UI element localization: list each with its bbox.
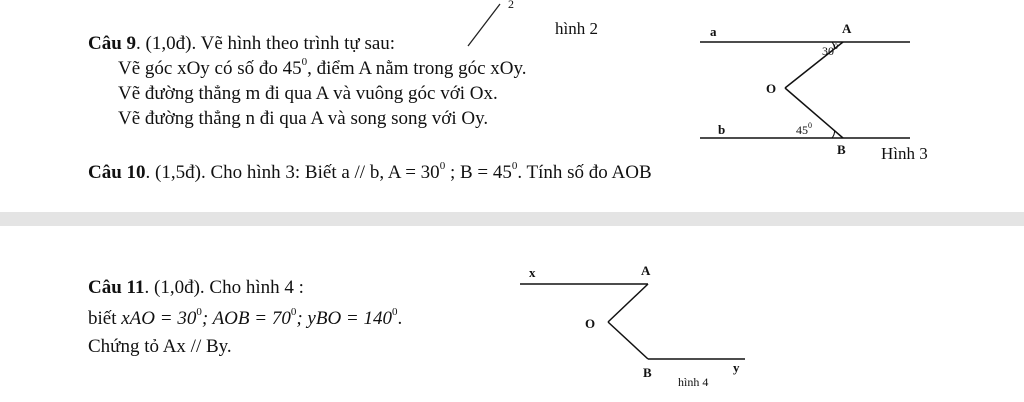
q9-line1-sup: 0 xyxy=(301,56,308,68)
hinh2-label: hình 2 xyxy=(555,19,598,38)
fig3-caption: Hình 3 xyxy=(881,144,928,163)
figure-4 xyxy=(515,262,755,397)
q9-line1-text: Vẽ góc xOy có số đo 45 xyxy=(118,58,302,79)
fig4-segment-AO xyxy=(608,284,648,322)
fig3-label-A: A xyxy=(842,21,852,36)
q10-text-2: ; B = 45 xyxy=(445,162,512,183)
question-9-number: Câu 9 xyxy=(88,33,137,54)
question-9-line-2: Vẽ đường thẳng m đi qua A và vuông góc với Ox. xyxy=(118,83,498,104)
question-9-title xyxy=(88,33,395,55)
q11-expr-3: ; yBO = 140 xyxy=(296,308,393,329)
fig3-label-b: b xyxy=(718,122,726,137)
question-11-points: . (1,0đ). Cho hình 4 : xyxy=(144,277,304,298)
question-11-line-3: Chứng tỏ Ax // By. xyxy=(88,336,232,357)
q10-sup-2: 0 xyxy=(511,160,518,172)
fig3-angle-B: $45^0$ xyxy=(796,121,812,137)
q10-text-1: . (1,5đ). Cho hình 3: Biết a // b, A = 30 xyxy=(145,162,440,183)
q11-sup-3: 0 xyxy=(392,306,398,318)
fig4-label-B: B xyxy=(643,365,652,380)
question-9-points: . (1,0đ). Vẽ hình theo trình tự sau: xyxy=(136,33,396,54)
fig3-label-a: a xyxy=(710,24,717,39)
question-9-line-1 xyxy=(118,58,527,80)
question-11-title xyxy=(88,277,304,299)
question-11-given xyxy=(88,308,402,330)
q11-expr-2: ; AOB = 70 xyxy=(201,308,291,329)
divider-band xyxy=(0,212,1024,226)
q10-sup-1: 0 xyxy=(439,160,446,172)
hinh2-sketch xyxy=(460,0,540,50)
fig3-label-O: O xyxy=(766,81,777,96)
question-10 xyxy=(88,162,652,184)
fig4-label-y: y xyxy=(733,360,740,375)
q10-text-3: . Tính số đo AOB xyxy=(517,162,652,183)
fig4-label-A: A xyxy=(641,263,651,278)
hinh2-sketch-label: 2 xyxy=(508,0,514,11)
fig4-segment-OB xyxy=(608,322,648,359)
question-9-line-3: Vẽ đường thẳng n đi qua A và song song với Oy. xyxy=(118,108,489,129)
q9-line1-post: , điểm A nằm trong góc xOy. xyxy=(307,58,527,79)
fig4-label-O: O xyxy=(585,316,596,331)
q11-sup-1: 0 xyxy=(196,306,202,318)
question-10-number: Câu 10 xyxy=(88,162,146,183)
q11-given-prefix: biết xyxy=(88,308,122,329)
figure-3 xyxy=(700,18,950,168)
q11-expr-end: . xyxy=(397,308,403,329)
q11-sup-2: 0 xyxy=(290,306,297,318)
fig3-label-B: B xyxy=(837,142,846,157)
question-panel-bottom xyxy=(0,226,1024,402)
fig4-label-x: x xyxy=(529,265,536,280)
fig3-angle-arc-B xyxy=(832,130,835,138)
fig3-angle-A: $30^0$ xyxy=(822,42,838,58)
question-11-number: Câu 11 xyxy=(88,277,145,298)
q11-expr-1: xAO = 30 xyxy=(121,308,197,329)
fig4-caption: hình 4 xyxy=(678,375,709,389)
